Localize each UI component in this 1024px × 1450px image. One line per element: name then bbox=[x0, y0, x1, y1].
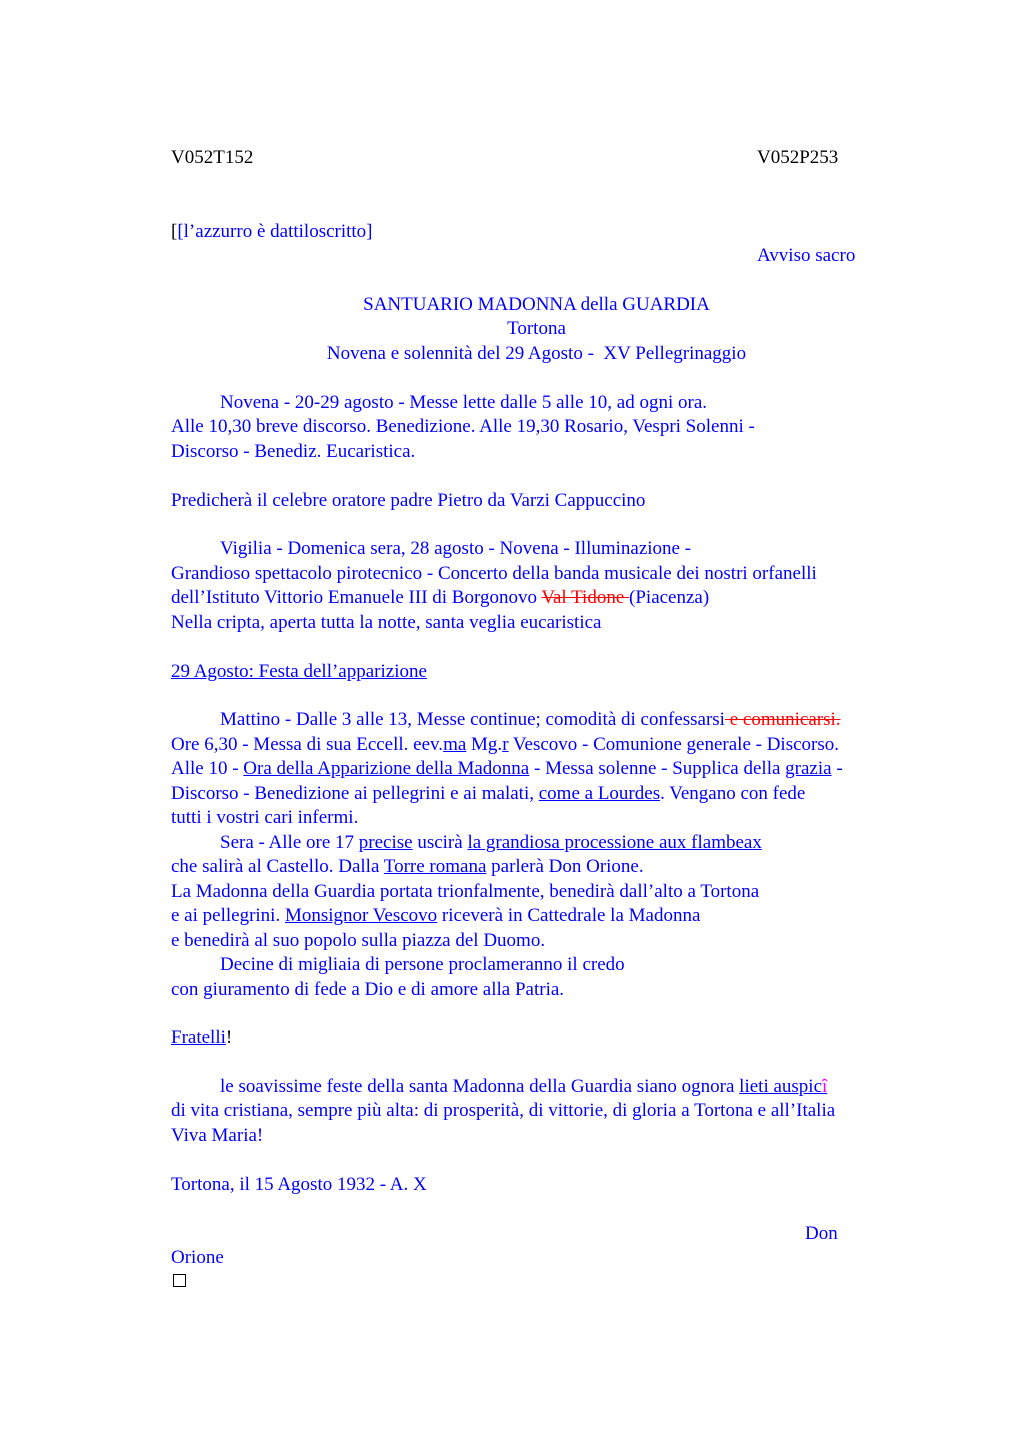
magenta-i-circumflex: î bbox=[822, 1076, 828, 1097]
mattino-text: Alle 10 - bbox=[171, 758, 244, 779]
sera-text: e ai pellegrini. bbox=[171, 905, 285, 926]
vigilia-text: dell’Istituto Vittorio Emanuele III di Borgonovo bbox=[171, 587, 542, 608]
mattino-line-3 bbox=[171, 758, 843, 780]
fratelli-line bbox=[171, 1027, 232, 1049]
mattino-line-2 bbox=[171, 734, 839, 756]
fratelli-word: Fratelli bbox=[171, 1027, 226, 1048]
sera-line-4 bbox=[171, 905, 700, 927]
mattino-text: - Messa solenne - Supplica della bbox=[529, 758, 786, 779]
sera-line-5: e benedirà al suo popolo sulla piazza del Duomo. bbox=[171, 930, 546, 951]
editor-note-text: [l’azzurro è dattiloscritto] bbox=[177, 221, 373, 242]
sera-text: che salirà al Castello. Dalla bbox=[171, 856, 384, 877]
vigilia-line-4: Nella cripta, aperta tutta la notte, santa veglia eucaristica bbox=[171, 612, 602, 633]
vigilia-line-2: Grandioso spettacolo pirotecnico - Concerto della banda musicale dei nostri orfanelli bbox=[171, 563, 817, 584]
novena-line-3: Discorso - Benediz. Eucaristica. bbox=[171, 441, 416, 462]
sera-line-1 bbox=[220, 832, 762, 854]
underlined-lieti-auspici bbox=[739, 1076, 827, 1097]
novena-line-1: Novena - 20-29 agosto - Messe lette dalle 5 alle 10, ad ogni ora. bbox=[220, 392, 707, 413]
sera-text: uscirà bbox=[412, 832, 468, 853]
sera-line-2 bbox=[171, 856, 644, 878]
underlined-monsignor: Monsignor Vescovo bbox=[284, 905, 438, 926]
sera-line-7: con giuramento di fede a Dio e di amore alla Patria. bbox=[171, 979, 565, 1000]
city-title: Tortona bbox=[507, 318, 566, 339]
mattino-line-1 bbox=[220, 709, 841, 731]
sanctuary-title: SANTUARIO MADONNA della GUARDIA bbox=[363, 294, 710, 315]
closing-line-1 bbox=[220, 1076, 827, 1098]
vigilia-piacenza: (Piacenza) bbox=[629, 587, 710, 608]
closing-text: le soavissime feste della santa Madonna della Guardia siano ognora bbox=[220, 1076, 740, 1097]
signature-don: Don bbox=[805, 1223, 838, 1244]
mattino-text: - bbox=[831, 758, 843, 779]
closing-line-2: di vita cristiana, sempre più alta: di prosperità, di vittorie, di gloria a Tortona e all’Italia bbox=[171, 1100, 836, 1121]
mattino-line-4 bbox=[171, 783, 805, 805]
struck-val-tidone: Val Tidone bbox=[541, 587, 630, 608]
festa-heading: 29 Agosto: Festa dell’apparizione bbox=[171, 661, 427, 682]
mattino-text: . Vengano con fede bbox=[660, 783, 806, 804]
mattino-text: Mattino - Dalle 3 alle 13, Messe continue; comodità di confessarsi bbox=[220, 709, 725, 730]
mattino-text: Ore 6,30 - Messa di sua Eccell. eev. bbox=[171, 734, 444, 755]
signature-orione: Orione bbox=[171, 1247, 224, 1268]
avviso-label: Avviso sacro bbox=[757, 245, 856, 266]
sera-text: parlerà Don Orione. bbox=[486, 856, 644, 877]
mattino-text: Vescovo - Comunione generale - Discorso. bbox=[508, 734, 840, 755]
underlined-ora-apparizione: Ora della Apparizione della Madonna bbox=[243, 758, 530, 779]
underlined-ma: ma bbox=[443, 734, 467, 755]
page-code-right: V052P253 bbox=[757, 147, 839, 168]
page-code-left: V052T152 bbox=[171, 147, 254, 168]
underlined-lourdes: come a Lourdes bbox=[538, 783, 661, 804]
checkbox-square-icon bbox=[173, 1274, 186, 1287]
underlined-grazia: grazia bbox=[785, 758, 832, 779]
sera-line-3: La Madonna della Guardia portata trionfalmente, benedirà dall’alto a Tortona bbox=[171, 881, 760, 902]
underlined-processione: la grandiosa processione aux flambeax bbox=[467, 832, 762, 853]
underlined-torre-romana: Torre romana bbox=[383, 856, 487, 877]
sera-text: riceverà in Cattedrale la Madonna bbox=[437, 905, 701, 926]
closing-line-3: Viva Maria! bbox=[171, 1125, 264, 1146]
preacher-line: Predicherà il celebre oratore padre Pietro da Varzi Cappuccino bbox=[171, 490, 646, 511]
novena-line-2: Alle 10,30 breve discorso. Benedizione. Alle 19,30 Rosario, Vespri Solenni - bbox=[171, 416, 755, 437]
underlined-r: r bbox=[502, 734, 509, 755]
vigilia-line-1: Vigilia - Domenica sera, 28 agosto - Novena - Illuminazione - bbox=[220, 538, 692, 559]
sera-line-6: Decine di migliaia di persone proclameranno il credo bbox=[220, 954, 625, 975]
novena-subtitle: Novena e solennità del 29 Agosto - XV Pellegrinaggio bbox=[326, 343, 747, 364]
sera-text: Sera - Alle ore 17 bbox=[220, 832, 359, 853]
mattino-text: Mg. bbox=[466, 734, 503, 755]
date-line: Tortona, il 15 Agosto 1932 - A. X bbox=[171, 1174, 427, 1195]
editor-note: [[l’azzurro è dattiloscritto] bbox=[171, 221, 373, 242]
vigilia-line-3 bbox=[171, 587, 709, 609]
underlined-precise: precise bbox=[358, 832, 413, 853]
lieti-auspic-text: lieti auspic bbox=[739, 1076, 823, 1097]
mattino-text: Discorso - Benedizione ai pellegrini e ai malati, bbox=[171, 783, 539, 804]
struck-comunicarsi: e comunicarsi. bbox=[724, 709, 841, 730]
exclamation-mark: ! bbox=[225, 1027, 233, 1048]
mattino-line-5: tutti i vostri cari infermi. bbox=[171, 807, 359, 828]
